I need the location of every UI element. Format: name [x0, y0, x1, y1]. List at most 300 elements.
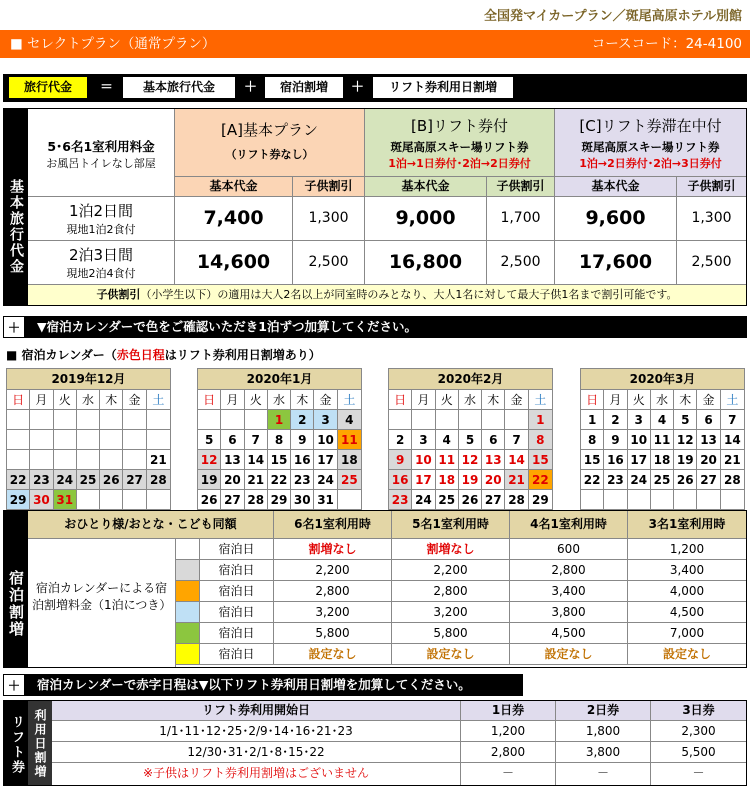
calendar-day: 16	[604, 450, 627, 470]
weekday-header: 日	[7, 390, 30, 410]
calendar-empty	[721, 490, 744, 510]
weekday-header: 水	[268, 390, 291, 410]
col-base-b: 基本代金	[365, 177, 487, 197]
calendar-day: 9	[291, 430, 314, 450]
calendar-empty	[77, 450, 100, 470]
lift-side-label: リフト券	[4, 701, 28, 785]
calendar-day: 29	[268, 490, 291, 510]
calendar-day: 28	[147, 470, 170, 490]
calendar-day: 10	[314, 430, 337, 450]
calendar-empty	[459, 410, 482, 430]
child-2-b: 2,500	[487, 241, 555, 285]
calendar-day: 23	[291, 470, 314, 490]
surcharge-value: 4,000	[628, 581, 746, 602]
color-swatch	[176, 560, 200, 581]
calendar-day: 14	[505, 450, 528, 470]
weekday-header: 月	[604, 390, 627, 410]
color-swatch	[176, 623, 200, 644]
lift-child-note: ※子供はリフト券利用割増はございません	[52, 763, 461, 785]
price-2-b: 16,800	[365, 241, 487, 285]
weekday-header: 日	[389, 390, 412, 410]
calendar-day: 6	[697, 410, 720, 430]
formula-plus-1: ＋	[244, 80, 258, 95]
calendar-day: 29	[529, 490, 552, 510]
color-swatch	[176, 539, 200, 560]
calendar-day: 11	[436, 450, 459, 470]
child-2-a: 2,500	[293, 241, 365, 285]
calendar-empty	[54, 430, 77, 450]
row-1-title: 1泊2日間	[68, 202, 134, 220]
calendar-day: 8	[581, 430, 604, 450]
calendar-day: 3	[314, 410, 337, 430]
calendar-empty	[7, 450, 30, 470]
calendar-day: 23	[389, 490, 412, 510]
calendar-empty	[697, 490, 720, 510]
weekday-header: 土	[529, 390, 552, 410]
calendar-empty	[100, 450, 123, 470]
calendar-day: 16	[389, 470, 412, 490]
calendar-day: 28	[721, 470, 744, 490]
calendar-title: 2020年2月	[389, 369, 552, 390]
calendar-day: 29	[7, 490, 30, 510]
calendar-day: 23	[30, 470, 53, 490]
calendar-empty	[389, 410, 412, 430]
calendar-empty	[123, 410, 146, 430]
calendar-empty	[147, 410, 170, 430]
surcharge-value: 1,200	[628, 539, 746, 560]
lift-head-1: 1日券	[461, 701, 556, 721]
surcharge-value: 4,500	[510, 623, 628, 644]
calendar-day: 13	[697, 430, 720, 450]
formula-base: 基本旅行代金	[123, 77, 235, 98]
surcharge-header-0: おひとり様/おとな・こども同額	[28, 511, 274, 539]
top-title: 全国発マイカープラン／斑尾高原ホテル別館	[483, 9, 742, 24]
calendar-day: 3	[628, 410, 651, 430]
calendar-day: 4	[436, 430, 459, 450]
stay-day-label: 宿泊日	[200, 560, 274, 581]
calendar-day: 2	[291, 410, 314, 430]
stay-day-label: 宿泊日	[200, 623, 274, 644]
calendar-label	[6, 346, 321, 363]
calendar-day: 2	[604, 410, 627, 430]
calendar-day: 12	[198, 450, 221, 470]
surcharge-col-3: 3名1室利用時	[628, 511, 746, 539]
calendar-day: 20	[697, 450, 720, 470]
stay-surcharge-table	[3, 510, 747, 668]
stay-day-label: 宿泊日	[200, 581, 274, 602]
col-child-c: 子供割引	[677, 177, 746, 197]
stay-day-label: 宿泊日	[200, 602, 274, 623]
calendar-day: 3	[412, 430, 435, 450]
calendar-day: 17	[412, 470, 435, 490]
surcharge-value: 2,200	[274, 560, 392, 581]
calendar-empty	[221, 410, 244, 430]
calendar-day: 4	[651, 410, 674, 430]
calendar-label-red: 赤色日程	[116, 348, 165, 362]
color-swatch	[176, 644, 200, 665]
weekday-header: 木	[674, 390, 697, 410]
calendar-day: 10	[628, 430, 651, 450]
stay-day-label: 宿泊日	[200, 644, 274, 665]
calendar-day: 27	[482, 490, 505, 510]
calendar-day: 24	[412, 490, 435, 510]
calendar-empty	[674, 490, 697, 510]
price-1-a: 7,400	[175, 197, 293, 241]
calendar-empty	[123, 430, 146, 450]
calendar-day: 22	[7, 470, 30, 490]
calendar-day: 4	[338, 410, 361, 430]
calendar-empty	[198, 410, 221, 430]
surcharge-value: 600	[510, 539, 628, 560]
calendar-empty	[30, 430, 53, 450]
weekday-header: 木	[291, 390, 314, 410]
plan-b-header	[365, 109, 555, 177]
formula-equals: ＝	[100, 80, 114, 95]
calendar-day: 31	[314, 490, 337, 510]
calendar-day: 21	[245, 470, 268, 490]
price-formula	[3, 74, 747, 102]
lift-row-3-d2: －	[556, 763, 651, 785]
calendar-title: 2020年1月	[198, 369, 361, 390]
calendar-day: 19	[459, 470, 482, 490]
calendar-day: 25	[651, 470, 674, 490]
plan-header	[0, 30, 750, 58]
calendar-day: 9	[389, 450, 412, 470]
calendar-day: 2	[389, 430, 412, 450]
surcharge-value: 2,800	[392, 581, 510, 602]
price-1-c: 9,600	[555, 197, 677, 241]
plan-c-sub: 斑尾高原スキー場リフト券	[581, 140, 720, 154]
weekday-header: 月	[221, 390, 244, 410]
calendar-empty	[54, 450, 77, 470]
weekday-header: 月	[412, 390, 435, 410]
weekday-header: 水	[459, 390, 482, 410]
formula-total: 旅行代金	[9, 77, 87, 98]
calendar-empty	[581, 490, 604, 510]
instruction-1-text: ▼宿泊カレンダーで色をご確認いただき1泊ずつ加算してください。	[37, 319, 417, 334]
calendar-day: 26	[459, 490, 482, 510]
surcharge-value: 2,800	[510, 560, 628, 581]
lift-head-2: 2日券	[556, 701, 651, 721]
calendar-day: 24	[314, 470, 337, 490]
surcharge-value: 5,800	[392, 623, 510, 644]
plan-a-sub: （リフト券なし）	[225, 148, 314, 161]
calendar-day: 27	[697, 470, 720, 490]
course-code: コースコード：24-4100	[591, 36, 742, 52]
note-text: （小学生以下）の適用は大人2名以上が同室時のみとなり、大人1名に対して最大子供1名まで割引可能です。	[140, 288, 678, 301]
calendar-day: 11	[651, 430, 674, 450]
base-price-table	[3, 108, 747, 306]
calendar-day: 17	[628, 450, 651, 470]
calendar-empty	[77, 410, 100, 430]
calendar-empty	[651, 490, 674, 510]
room-title: 5･6名1室利用料金	[47, 139, 155, 154]
calendar-day: 1	[581, 410, 604, 430]
calendar-empty	[338, 490, 361, 510]
calendar-day: 24	[628, 470, 651, 490]
surcharge-value: 設定なし	[274, 644, 392, 665]
calendar-2	[197, 368, 362, 511]
calendar-day: 13	[482, 450, 505, 470]
lift-row-3-d1: －	[461, 763, 556, 785]
surcharge-col-6: 6名1室利用時	[274, 511, 392, 539]
lift-row-1-d3: 2,300	[651, 721, 746, 742]
weekday-header: 火	[628, 390, 651, 410]
calendar-1	[6, 368, 171, 511]
calendar-day: 20	[221, 470, 244, 490]
calendar-day: 7	[245, 430, 268, 450]
calendar-empty	[628, 490, 651, 510]
calendar-day: 25	[77, 470, 100, 490]
calendar-day: 15	[529, 450, 552, 470]
weekday-header: 土	[721, 390, 744, 410]
child-1-c: 1,300	[677, 197, 746, 241]
surcharge-value: 割増なし	[392, 539, 510, 560]
calendar-empty	[123, 490, 146, 510]
calendar-empty	[7, 410, 30, 430]
calendar-empty	[30, 410, 53, 430]
calendar-day: 8	[529, 430, 552, 450]
surcharge-value: 2,200	[392, 560, 510, 581]
price-1-b: 9,000	[365, 197, 487, 241]
lift-row-2-d2: 3,800	[556, 742, 651, 763]
calendar-day: 12	[674, 430, 697, 450]
lift-row-2-dates: 12/30･31･2/1･8･15･22	[52, 742, 461, 763]
calendar-empty	[30, 450, 53, 470]
calendar-day: 14	[721, 430, 744, 450]
row-1-sub: 現地1泊2食付	[66, 223, 136, 236]
weekday-header: 火	[436, 390, 459, 410]
room-sub: お風呂トイレなし部屋	[46, 157, 156, 170]
calendar-day: 15	[268, 450, 291, 470]
lift-row-3-d3: －	[692, 766, 705, 780]
instruction-2-text: 宿泊カレンダーで赤字日程は▼以下リフト券利用日割増を加算してください。	[37, 677, 471, 692]
stay-day-label: 宿泊日	[200, 539, 274, 560]
calendar-empty	[123, 450, 146, 470]
color-swatch	[176, 602, 200, 623]
base-side-label: 基本旅行代金	[4, 109, 28, 305]
calendar-day: 6	[221, 430, 244, 450]
calendar-day: 15	[581, 450, 604, 470]
weekday-header: 金	[314, 390, 337, 410]
calendar-day: 27	[221, 490, 244, 510]
calendar-day: 25	[436, 490, 459, 510]
calendar-empty	[100, 430, 123, 450]
calendar-day: 18	[338, 450, 361, 470]
surcharge-value: 2,800	[274, 581, 392, 602]
calendar-day: 18	[651, 450, 674, 470]
calendar-day: 13	[221, 450, 244, 470]
surcharge-desc: 宿泊カレンダーによる宿泊割増料金（1泊につき）	[28, 539, 176, 667]
calendar-day: 30	[291, 490, 314, 510]
color-swatch	[176, 581, 200, 602]
calendar-empty	[54, 410, 77, 430]
calendar-day: 25	[338, 470, 361, 490]
calendar-day: 21	[721, 450, 744, 470]
row-2-sub: 現地2泊4食付	[66, 267, 136, 280]
calendar-day: 31	[54, 490, 77, 510]
calendar-day: 1	[529, 410, 552, 430]
calendar-empty	[77, 430, 100, 450]
plan-title: セレクトプラン（通常プラン）	[27, 36, 216, 52]
calendar-day: 5	[674, 410, 697, 430]
col-child-b: 子供割引	[487, 177, 555, 197]
price-2-a: 14,600	[175, 241, 293, 285]
surcharge-side-label: 宿泊割増	[4, 511, 28, 667]
child-discount-note	[28, 285, 746, 305]
surcharge-value: 3,200	[274, 602, 392, 623]
calendar-day: 22	[529, 470, 552, 490]
lift-row-1-d1: 1,200	[461, 721, 556, 742]
lift-row-2-d3: 5,500	[651, 742, 746, 763]
calendar-day: 16	[291, 450, 314, 470]
weekday-header: 日	[581, 390, 604, 410]
lift-surcharge-table	[3, 700, 747, 786]
calendar-day: 6	[482, 430, 505, 450]
calendar-day: 26	[100, 470, 123, 490]
surcharge-value: 5,800	[274, 623, 392, 644]
calendar-day: 22	[581, 470, 604, 490]
room-header	[28, 109, 175, 197]
calendar-empty	[77, 490, 100, 510]
weekday-header: 火	[54, 390, 77, 410]
plan-a-name: [A]基本プラン	[221, 121, 318, 139]
row-1-label	[28, 197, 175, 241]
calendar-empty	[436, 410, 459, 430]
calendar-day: 26	[198, 490, 221, 510]
calendar-day: 17	[314, 450, 337, 470]
surcharge-value: 設定なし	[510, 644, 628, 665]
calendar-empty	[245, 410, 268, 430]
calendar-day: 5	[198, 430, 221, 450]
calendar-title: 2020年3月	[581, 369, 744, 390]
lift-row-1-d2: 1,800	[556, 721, 651, 742]
surcharge-value: 7,000	[628, 623, 746, 644]
calendar-day: 21	[505, 470, 528, 490]
calendar-empty	[412, 410, 435, 430]
calendar-day: 9	[604, 430, 627, 450]
calendar-day: 18	[436, 470, 459, 490]
weekday-header: 水	[77, 390, 100, 410]
lift-sub-label: 利用日割増	[28, 701, 52, 785]
calendar-day: 24	[54, 470, 77, 490]
plan-c-detail: 1泊→2日券付･2泊→3日券付	[579, 157, 722, 170]
lift-row-2-d1: 2,800	[461, 742, 556, 763]
row-2-label	[28, 241, 175, 285]
calendar-day: 19	[198, 470, 221, 490]
col-child-a: 子供割引	[293, 177, 365, 197]
calendar-day: 28	[245, 490, 268, 510]
surcharge-col-5: 5名1室利用時	[392, 511, 510, 539]
weekday-header: 土	[147, 390, 170, 410]
calendar-day: 5	[459, 430, 482, 450]
calendar-day: 23	[604, 470, 627, 490]
weekday-header: 金	[505, 390, 528, 410]
plan-b-name: [B]リフト券付	[411, 117, 508, 135]
surcharge-value: 3,400	[628, 560, 746, 581]
surcharge-value: 4,500	[628, 602, 746, 623]
calendar-day: 21	[147, 450, 170, 470]
calendar-4	[580, 368, 745, 511]
calendar-empty	[604, 490, 627, 510]
weekday-header: 木	[100, 390, 123, 410]
weekday-header: 木	[482, 390, 505, 410]
weekday-header: 金	[123, 390, 146, 410]
calendar-day: 12	[459, 450, 482, 470]
surcharge-value: 3,400	[510, 581, 628, 602]
surcharge-value: 割増なし	[274, 539, 392, 560]
child-1-a: 1,300	[293, 197, 365, 241]
calendar-day: 19	[674, 450, 697, 470]
col-base-c: 基本代金	[555, 177, 677, 197]
plan-c-header	[555, 109, 746, 177]
calendar-day: 7	[721, 410, 744, 430]
price-2-c: 17,600	[555, 241, 677, 285]
calendar-empty	[7, 430, 30, 450]
weekday-header: 金	[697, 390, 720, 410]
child-2-c: 2,500	[677, 241, 746, 285]
lift-head-3: 3日券	[651, 701, 746, 721]
calendar-day: 28	[505, 490, 528, 510]
calendar-day: 7	[505, 430, 528, 450]
plan-a-header	[175, 109, 365, 177]
surcharge-value: 3,200	[392, 602, 510, 623]
calendar-empty	[147, 430, 170, 450]
surcharge-col-4: 4名1室利用時	[510, 511, 628, 539]
formula-lift: リフト券利用日割増	[373, 77, 513, 98]
calendar-empty	[100, 490, 123, 510]
lift-head-date: リフト券利用開始日	[52, 701, 461, 721]
calendar-day: 26	[674, 470, 697, 490]
lift-row-1-dates: 1/1･11･12･25･2/9･14･16･21･23	[52, 721, 461, 742]
weekday-header: 火	[245, 390, 268, 410]
calendar-day: 14	[245, 450, 268, 470]
surcharge-value: 設定なし	[628, 644, 746, 665]
calendar-day: 8	[268, 430, 291, 450]
child-1-b: 1,700	[487, 197, 555, 241]
weekday-header: 日	[198, 390, 221, 410]
square-icon: ■	[10, 36, 28, 52]
calendar-day: 20	[482, 470, 505, 490]
weekday-header: 土	[338, 390, 361, 410]
calendar-title: 2019年12月	[7, 369, 170, 390]
calendar-day: 10	[412, 450, 435, 470]
calendar-empty	[100, 410, 123, 430]
row-2-title: 2泊3日間	[68, 246, 134, 264]
calendar-label-suffix: はリフト券利用日割増あり）	[164, 348, 321, 362]
instruction-bar-1	[3, 316, 747, 338]
weekday-header: 水	[651, 390, 674, 410]
calendar-empty	[482, 410, 505, 430]
formula-stay: 宿泊割増	[265, 77, 343, 98]
calendar-day: 1	[268, 410, 291, 430]
weekday-header: 月	[30, 390, 53, 410]
calendar-day: 30	[30, 490, 53, 510]
plus-icon: ＋	[3, 316, 25, 338]
plus-icon-2: ＋	[3, 674, 25, 696]
col-base-a: 基本代金	[175, 177, 293, 197]
calendar-day: 11	[338, 430, 361, 450]
surcharge-value: 3,800	[510, 602, 628, 623]
plan-c-name: [C]リフト券滞在中付	[579, 117, 722, 135]
note-bold: 子供割引	[96, 288, 141, 301]
plan-b-detail: 1泊→1日券付･2泊→2日券付	[388, 157, 531, 170]
calendar-label-prefix: ■ 宿泊カレンダー（	[6, 348, 117, 362]
calendar-day: 22	[268, 470, 291, 490]
calendar-empty	[505, 410, 528, 430]
calendar-empty	[147, 490, 170, 510]
surcharge-value: 設定なし	[392, 644, 510, 665]
